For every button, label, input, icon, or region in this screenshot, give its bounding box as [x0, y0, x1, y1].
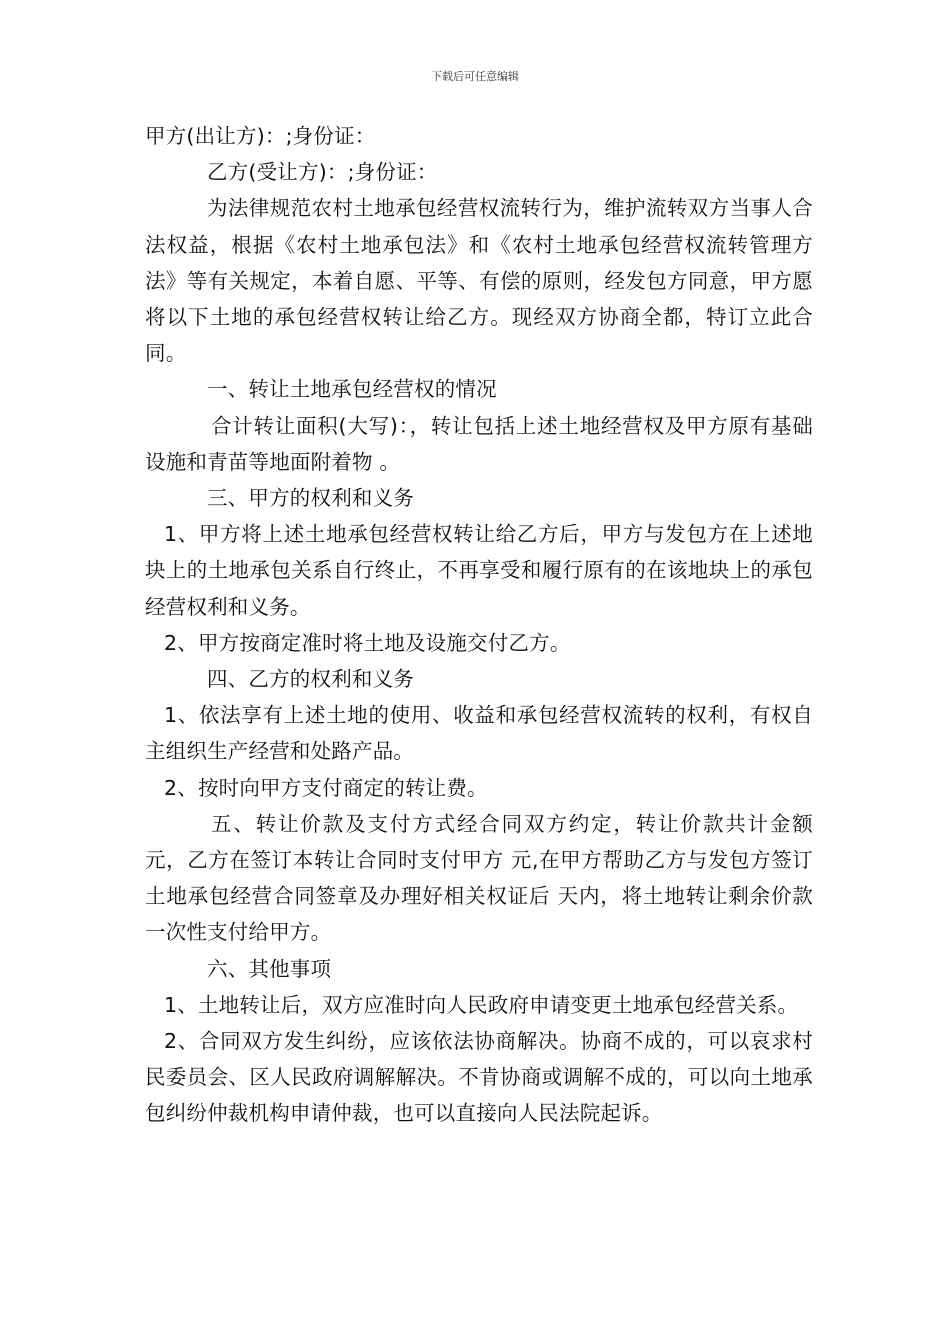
section-heading-1: 一、转让土地承包经营权的情况 — [207, 377, 497, 402]
party-a-clause-1: 1、甲方将上述土地承包经营权转让给乙方后，甲方与发包方在上述地块上的土地承包关系自行终止，不再享受和履行原有的在该地块上的承包经营权利和义务。 — [145, 522, 813, 619]
preamble-paragraph: 为法律规范农村土地承包经营权流转行为，维护流转双方当事人合法权益，根据《农村土地承包法》和《农村土地承包经营权流转管理方法》等有关规定，本着自愿、平等、有偿的原则，经发包方同意，甲方愿将以下土地的承包经营权转让给乙方。现经双方协商全都，特订立此合同。 — [145, 196, 813, 366]
section-heading-3: 三、甲方的权利和义务 — [207, 486, 414, 511]
party-b-clause-1: 1、依法享有上述土地的使用、收益和承包经营权流转的权利，有权自主组织生产经营和处路产品。 — [145, 703, 813, 764]
section-heading-6: 六、其他事项 — [207, 956, 332, 981]
other-clause-2: 2、合同双方发生纠纷，应该依法协商解决。协商不成的，可以哀求村民委员会、区人民政府调解解决。不肯协商或调解不成的，可以向土地承包纠纷仲裁机构申请仲裁，也可以直接向人民法院起诉。 — [145, 1029, 813, 1126]
other-clause-1: 1、土地转让后，双方应准时向人民政府申请变更土地承包经营关系。 — [164, 992, 799, 1017]
party-a-clause-2: 2、甲方按商定准时将土地及设施交付乙方。 — [164, 630, 571, 655]
party-b-clause-2: 2、按时向甲方支付商定的转让费。 — [164, 775, 488, 800]
page-header: 下载后可任意编辑 — [431, 70, 519, 83]
party-a-line: 甲方(出让方)：;身份证： — [145, 124, 376, 148]
section-heading-4: 四、乙方的权利和义务 — [207, 667, 414, 692]
party-b-line: 乙方(受让方)：;身份证： — [207, 160, 438, 185]
contract-body — [145, 118, 813, 1132]
payment-paragraph: 五、转让价款及支付方式经合同双方约定，转让价款共计金额 元，乙方在签订本转让合同时支付甲方 元,在甲方帮助乙方与发包方签订土地承包经营合同签章及办理好相关权证后 天内，将土地转让剩余价款一次性支付给甲方。 — [145, 811, 813, 945]
transfer-area-paragraph: 合计转让面积(大写)：，转让包括上述土地经营权及甲方原有基础设施和青苗等地面附着物 。 — [145, 413, 813, 474]
